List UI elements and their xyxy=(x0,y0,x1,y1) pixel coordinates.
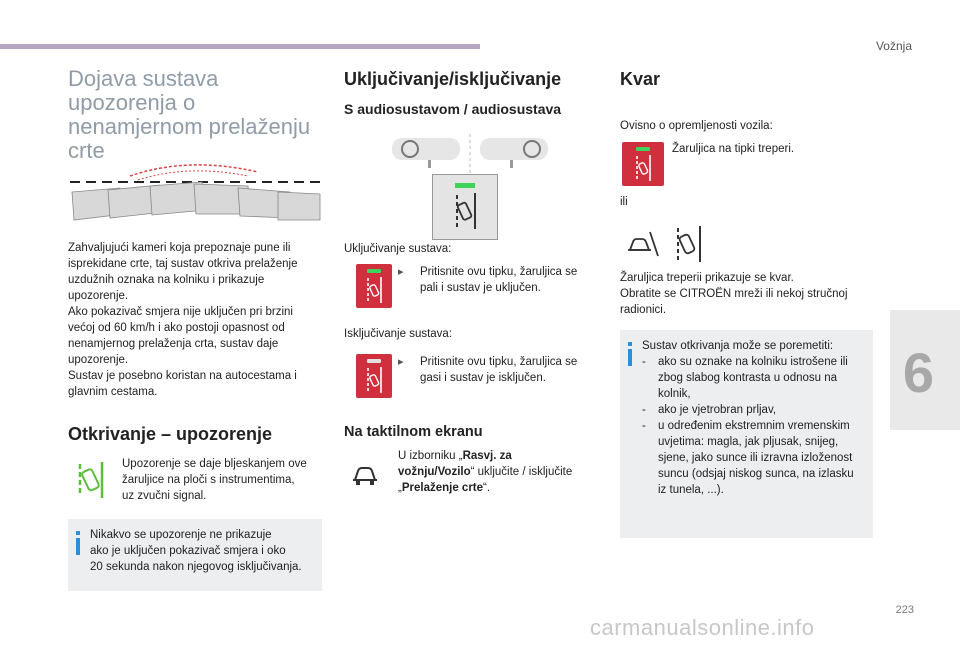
audio-subheading: S audiosustavom / audiosustava xyxy=(344,101,562,117)
intro-text: Zahvaljujući kameri koja prepoznaje pune ili isprekidane crte, taj sustav otkriva prelaženje uzdužnih oznaka na kolniku i prikazuje upozorenje. Ako pokazivač smjera nije uključen pri brzini većoj od 60 km/h i ako postoji opasnost od nenamjernog prelaženja crta, sustav daje upozorenje. Sustav je posebno koristan na autocestama i glavnim cestama. xyxy=(68,242,298,398)
lane-departure-button-off[interactable] xyxy=(356,354,392,398)
watermark: carmanualsonline.info xyxy=(590,615,815,640)
info-icon xyxy=(76,531,80,555)
lane-departure-button-on[interactable] xyxy=(356,264,392,308)
car-menu-icon xyxy=(350,460,380,490)
fault-intro: Ovisno o opremljenosti vozila: xyxy=(620,120,773,132)
section-name: Vožnja xyxy=(875,39,912,53)
on-instruction: Pritisnite ovu tipku, žaruljica se pali i sustav je uključen. xyxy=(420,266,578,294)
lane-departure-button-icon xyxy=(451,193,479,229)
touchscreen-heading: Na taktilnom ekranu xyxy=(344,424,483,440)
page-title: Dojava sustava upozorenja o nenamjernom prelaženju crte xyxy=(68,66,311,163)
page-number: 223 xyxy=(895,604,914,616)
lane-fault-icon xyxy=(624,226,708,262)
on-label: Uključivanje sustava: xyxy=(344,243,452,255)
lane-departure-icon xyxy=(72,460,108,500)
dashboard-illustration xyxy=(392,134,552,174)
info-icon xyxy=(628,342,632,366)
fault-heading: Kvar xyxy=(620,69,661,89)
info-note: Nikakvo se upozorenje ne prikazuje ako je uključen pokazivač smjera i oko 20 sekunda nakon njegovog isključivanja. xyxy=(68,519,322,591)
detection-heading: Otkrivanje – upozorenje xyxy=(68,424,273,444)
on-off-heading: Uključivanje/isključivanje xyxy=(344,69,562,89)
lane-departure-button-large[interactable] xyxy=(432,174,498,240)
or-text: ili xyxy=(620,196,628,208)
bullet-arrow-icon: ▸ xyxy=(398,356,404,368)
interference-note: Sustav otkrivanja može se poremetiti: - ako su oznake na kolniku istrošene ili zbog slabog kontrasta u odnosu na kolnik, - ako je vjetrobran prljav, - u određenim ekstremnim vremenskim uvjetima: magla, jak pljusak, snijeg, sjene, jako sunce ili izravna izloženost suncu (odsjaj niskog sunca, na izlasku iz tunela, ...). xyxy=(620,330,873,538)
header-accent-bar xyxy=(0,44,480,49)
bullet-arrow-icon: ▸ xyxy=(398,266,404,278)
fault-text: Žaruljica treperii prikazuje se kvar. Obratite se CITROËN mreži ili nekoj stručnoj radionici. xyxy=(620,272,848,316)
off-label: Isključivanje sustava: xyxy=(344,328,453,340)
lane-departure-illustration xyxy=(68,158,324,230)
warning-text: Upozorenje se daje bljeskanjem ove žaruljice na ploči s instrumentima, uz zvučni signal. xyxy=(122,458,307,502)
off-instruction: Pritisnite ovu tipku, žaruljica se gasi i sustav je isključen. xyxy=(420,356,578,384)
lamp-flashing-text: Žaruljica na tipki treperi. xyxy=(672,143,795,155)
touchscreen-text: U izborniku „Rasvj. za vožnju/Vozilo“ uključite / isključite „Prelaženje crte“. xyxy=(398,450,573,494)
chapter-number: 6 xyxy=(902,341,934,404)
lane-departure-button-fault xyxy=(622,142,664,186)
